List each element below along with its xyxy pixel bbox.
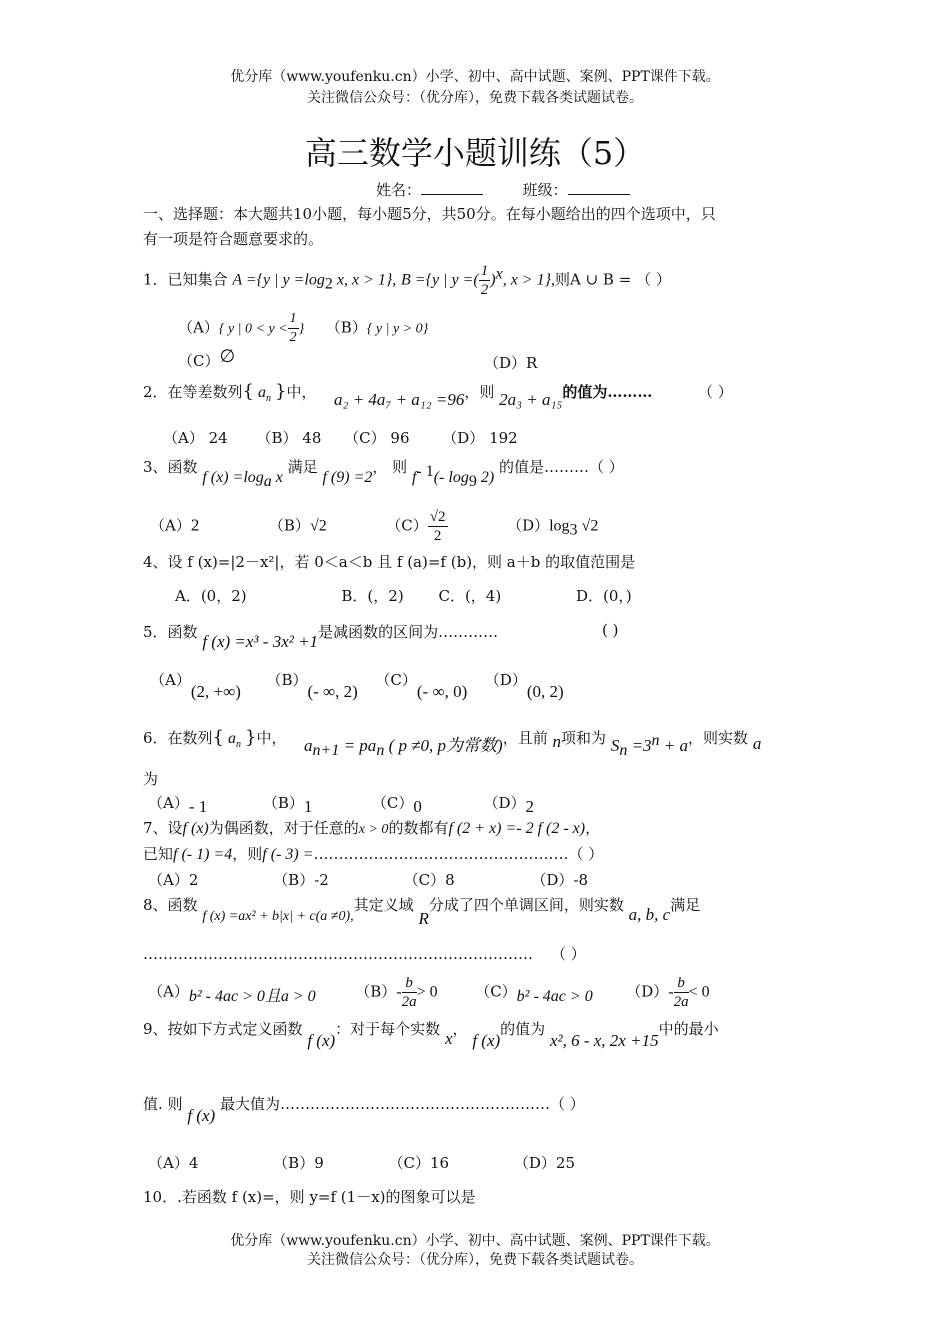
section-line-1: 一、选择题：本大题共10小题，每小题5分，共50分。在每小题给出的四个选项中，只 (143, 205, 716, 223)
name-blank (421, 180, 483, 195)
header-line-2: 关注微信公众号：（优分库），免费下载各类试题试卷。 (307, 90, 643, 106)
q5-paren: ( ) (602, 621, 619, 639)
q9-options: （A）4 （B）9 （C）16 （D）25 (148, 1154, 576, 1172)
q8-options: （A）b² - 4ac > 0且a > 0 （B）- $\frac{b}{2a}$ > 0 （C）b² - 4ac > 0 （D）- $\frac{b}{2a}$ < 0 (148, 975, 710, 1010)
footer-line-2: 关注微信公众号：（优分库），免费下载各类试题试卷。 (307, 1252, 643, 1268)
q7-options: （A）2 （B）-2 （C）8 （D）-8 (148, 871, 589, 889)
q1-option-c: （C）∅ (178, 346, 236, 370)
section-line-2: 有一项是符合题意要求的。 (143, 230, 324, 248)
question-8: 8、函数 f (x) =ax² + b|x| + c(a ≠0),其定义域 R分成了四个单调区间，则实数 a, b, c满足 (143, 896, 701, 928)
q3-options: （A）2 （B）√2 （C） $\frac{√2}{2}$ $(D)\log_3$ √2 (150, 509, 599, 544)
question-1: 1．已知集合 A ={y | $y =\log_2$ x, x > 1}, B ={y | y =( $\frac{1}{2}$ )$^x$, x > 1},则A ∪ B = （ ） (143, 263, 671, 298)
q2-paren: （ ） (698, 383, 733, 401)
name-label: 姓名： (376, 181, 422, 199)
q1-options-ab: （A）{ y | 0 < y < $\frac{1}{2}$ } （B）{ y | y > 0} (178, 311, 429, 345)
question-2: 2．在等差数列{ $a_n$ }中， a₂ + 4a₇ + a₁₂ =96，则 2a₃ + a₁₅的值为……… (143, 381, 653, 409)
class-label: 班级： (522, 181, 568, 199)
q2-options: （A） 24 （B） 48 （C） 96 （D） 192 (163, 429, 518, 447)
question-3: 3、函数 f $(x) =\log_a$ x 满足 f (9) =2， 则 $f^{- 1}(-$ $\log_9 2$) 的值是………（ ） (143, 458, 624, 490)
question-7-line-2: 已知f (- 1) =4，则f (- 3) =……………………………………………（ ） (143, 845, 604, 863)
question-9-line-2: 值. 则 f (x) 最大值为………………………………………………（ ） (143, 1095, 585, 1125)
q6-options: （A）- 1 （B）1 （C）0 （D）2 (148, 794, 534, 816)
q6-wei: 为 (143, 770, 159, 788)
question-10: 10．.若函数 f (x)=，则 y=f (1－x)的图象可以是 (143, 1188, 476, 1206)
page-title: 高三数学小题训练（5） (304, 134, 646, 172)
question-6: 6．在数列{ $a_n$ }中， $a_{n+1} = pa_n$ ( p ≠0, p为常数)，且前 n项和为 $S_n =3^n + a$，则实数 a (143, 727, 762, 759)
q5-options: （A）(2, +∞) （B）(- ∞, 2) （C）(- ∞, 0) （D）(0, 2) (150, 671, 564, 701)
q8-dots: …………………………………………………………………… （ ） (143, 945, 586, 963)
q4-options: A．(0，2) B．(，2) C．(，4) D．(0，) (175, 587, 632, 605)
question-5: 5．函数 f (x) =x³ - 3x² +1是减函数的区间为………… (143, 623, 499, 651)
question-9: 9、按如下方式定义函数 f (x)：对于每个实数 x， f (x)的值为 x², 6 - x, 2x +15中的最小 (143, 1020, 719, 1050)
question-7-line-1: 7、设f (x)为偶函数，对于任意的x > 0的数都有f (2 + x) =- 2 f (2 - x)， (143, 819, 601, 837)
question-4: 4、设 f (x)=|2－x²|，若 0＜a＜b 且 f (a)=f (b)，则 a＋b 的取值范围是 (143, 553, 636, 571)
footer-line-1: 优分库（www.youfenku.cn）小学、初中、高中试题、案例、PPT课件下载。 (230, 1233, 720, 1249)
q1-option-d: （D）R (484, 354, 538, 372)
name-field (376, 179, 630, 200)
class-blank (568, 180, 630, 195)
header-line-1: 优分库（www.youfenku.cn）小学、初中、高中试题、案例、PPT课件下载。 (230, 69, 720, 85)
